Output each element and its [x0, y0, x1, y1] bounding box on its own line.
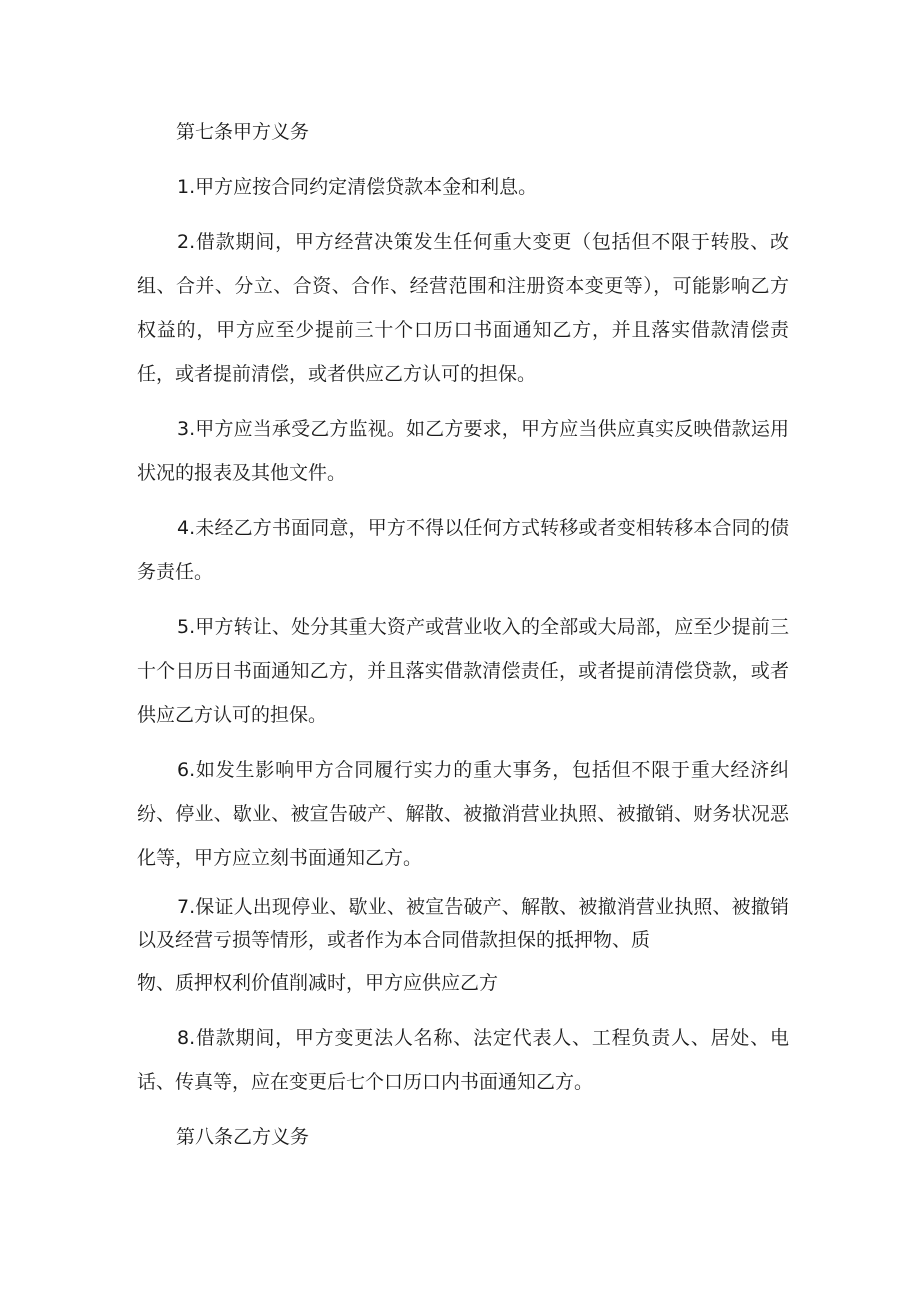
clause-text: .借款期间，甲方经营决策发生任何重大变更（包括但不限于转股、改组、合并、分立、合资、合作、经营范围和注册资本变更等），可能影响乙方权益的，甲方应至少提前三十个口历口书面通知乙方，并且落实借款清偿责任，或者提前清偿，或者供应乙方认可的担保。: [137, 231, 789, 385]
article-8-heading: 第八条乙方义务: [176, 1126, 310, 1148]
clause-text: .甲方转让、处分其重大资产或营业收入的全部或大局部，应至少提前三十个日历日书面通知乙方，并且落实借款清偿责任，或者提前清偿贷款，或者供应乙方认可的担保。: [137, 616, 789, 726]
clause-text: .如发生影响甲方合同履行实力的重大事务，包括但不限于重大经济纠纷、停业、歇业、被宣告破产、解散、被撤消营业执照、被撤销、财务状况恶化等，甲方应立刻书面通知乙方。: [137, 759, 789, 869]
clause-7-continuation: 物、质押权利价值削减时，甲方应供应乙方: [137, 972, 499, 994]
clause-number: 1: [177, 176, 190, 198]
clause-5: [137, 605, 789, 737]
clause-number: 8: [177, 1027, 190, 1049]
clause-number: 7: [177, 896, 190, 918]
clause-text: .甲方应当承受乙方监视。如乙方要求，甲方应当供应真实反映借款运用状况的报表及其他文件。: [137, 418, 789, 484]
clause-text: .未经乙方书面同意，甲方不得以任何方式转移或者变相转移本合同的债务责任。: [137, 517, 789, 583]
clause-4: [137, 506, 789, 594]
clause-number: 3: [177, 418, 190, 440]
clause-number: 4: [177, 517, 190, 539]
clause-8: [137, 1016, 789, 1104]
clause-number: 6: [177, 759, 190, 781]
clause-3: [137, 407, 789, 495]
clause-2: [137, 220, 789, 396]
clause-number: 2: [177, 231, 190, 253]
clause-text: .甲方应按合同约定清偿贷款本金和利息。: [189, 176, 538, 198]
clause-7: [137, 891, 789, 957]
clause-text: .借款期间，甲方变更法人名称、法定代表人、工程负责人、居处、电话、传真等，应在变更后七个口历口内书面通知乙方。: [137, 1027, 789, 1093]
clause-1: [137, 165, 789, 209]
clause-text: .保证人出现停业、歇业、被宣告破产、解散、被撤消营业执照、被撤销以及经营亏损等情形，或者作为本合同借款担保的抵押物、质: [137, 896, 789, 951]
clause-6: [137, 748, 789, 880]
article-7-heading: 第七条甲方义务: [176, 121, 310, 143]
clause-number: 5: [177, 616, 190, 638]
document-body: [137, 110, 789, 1170]
